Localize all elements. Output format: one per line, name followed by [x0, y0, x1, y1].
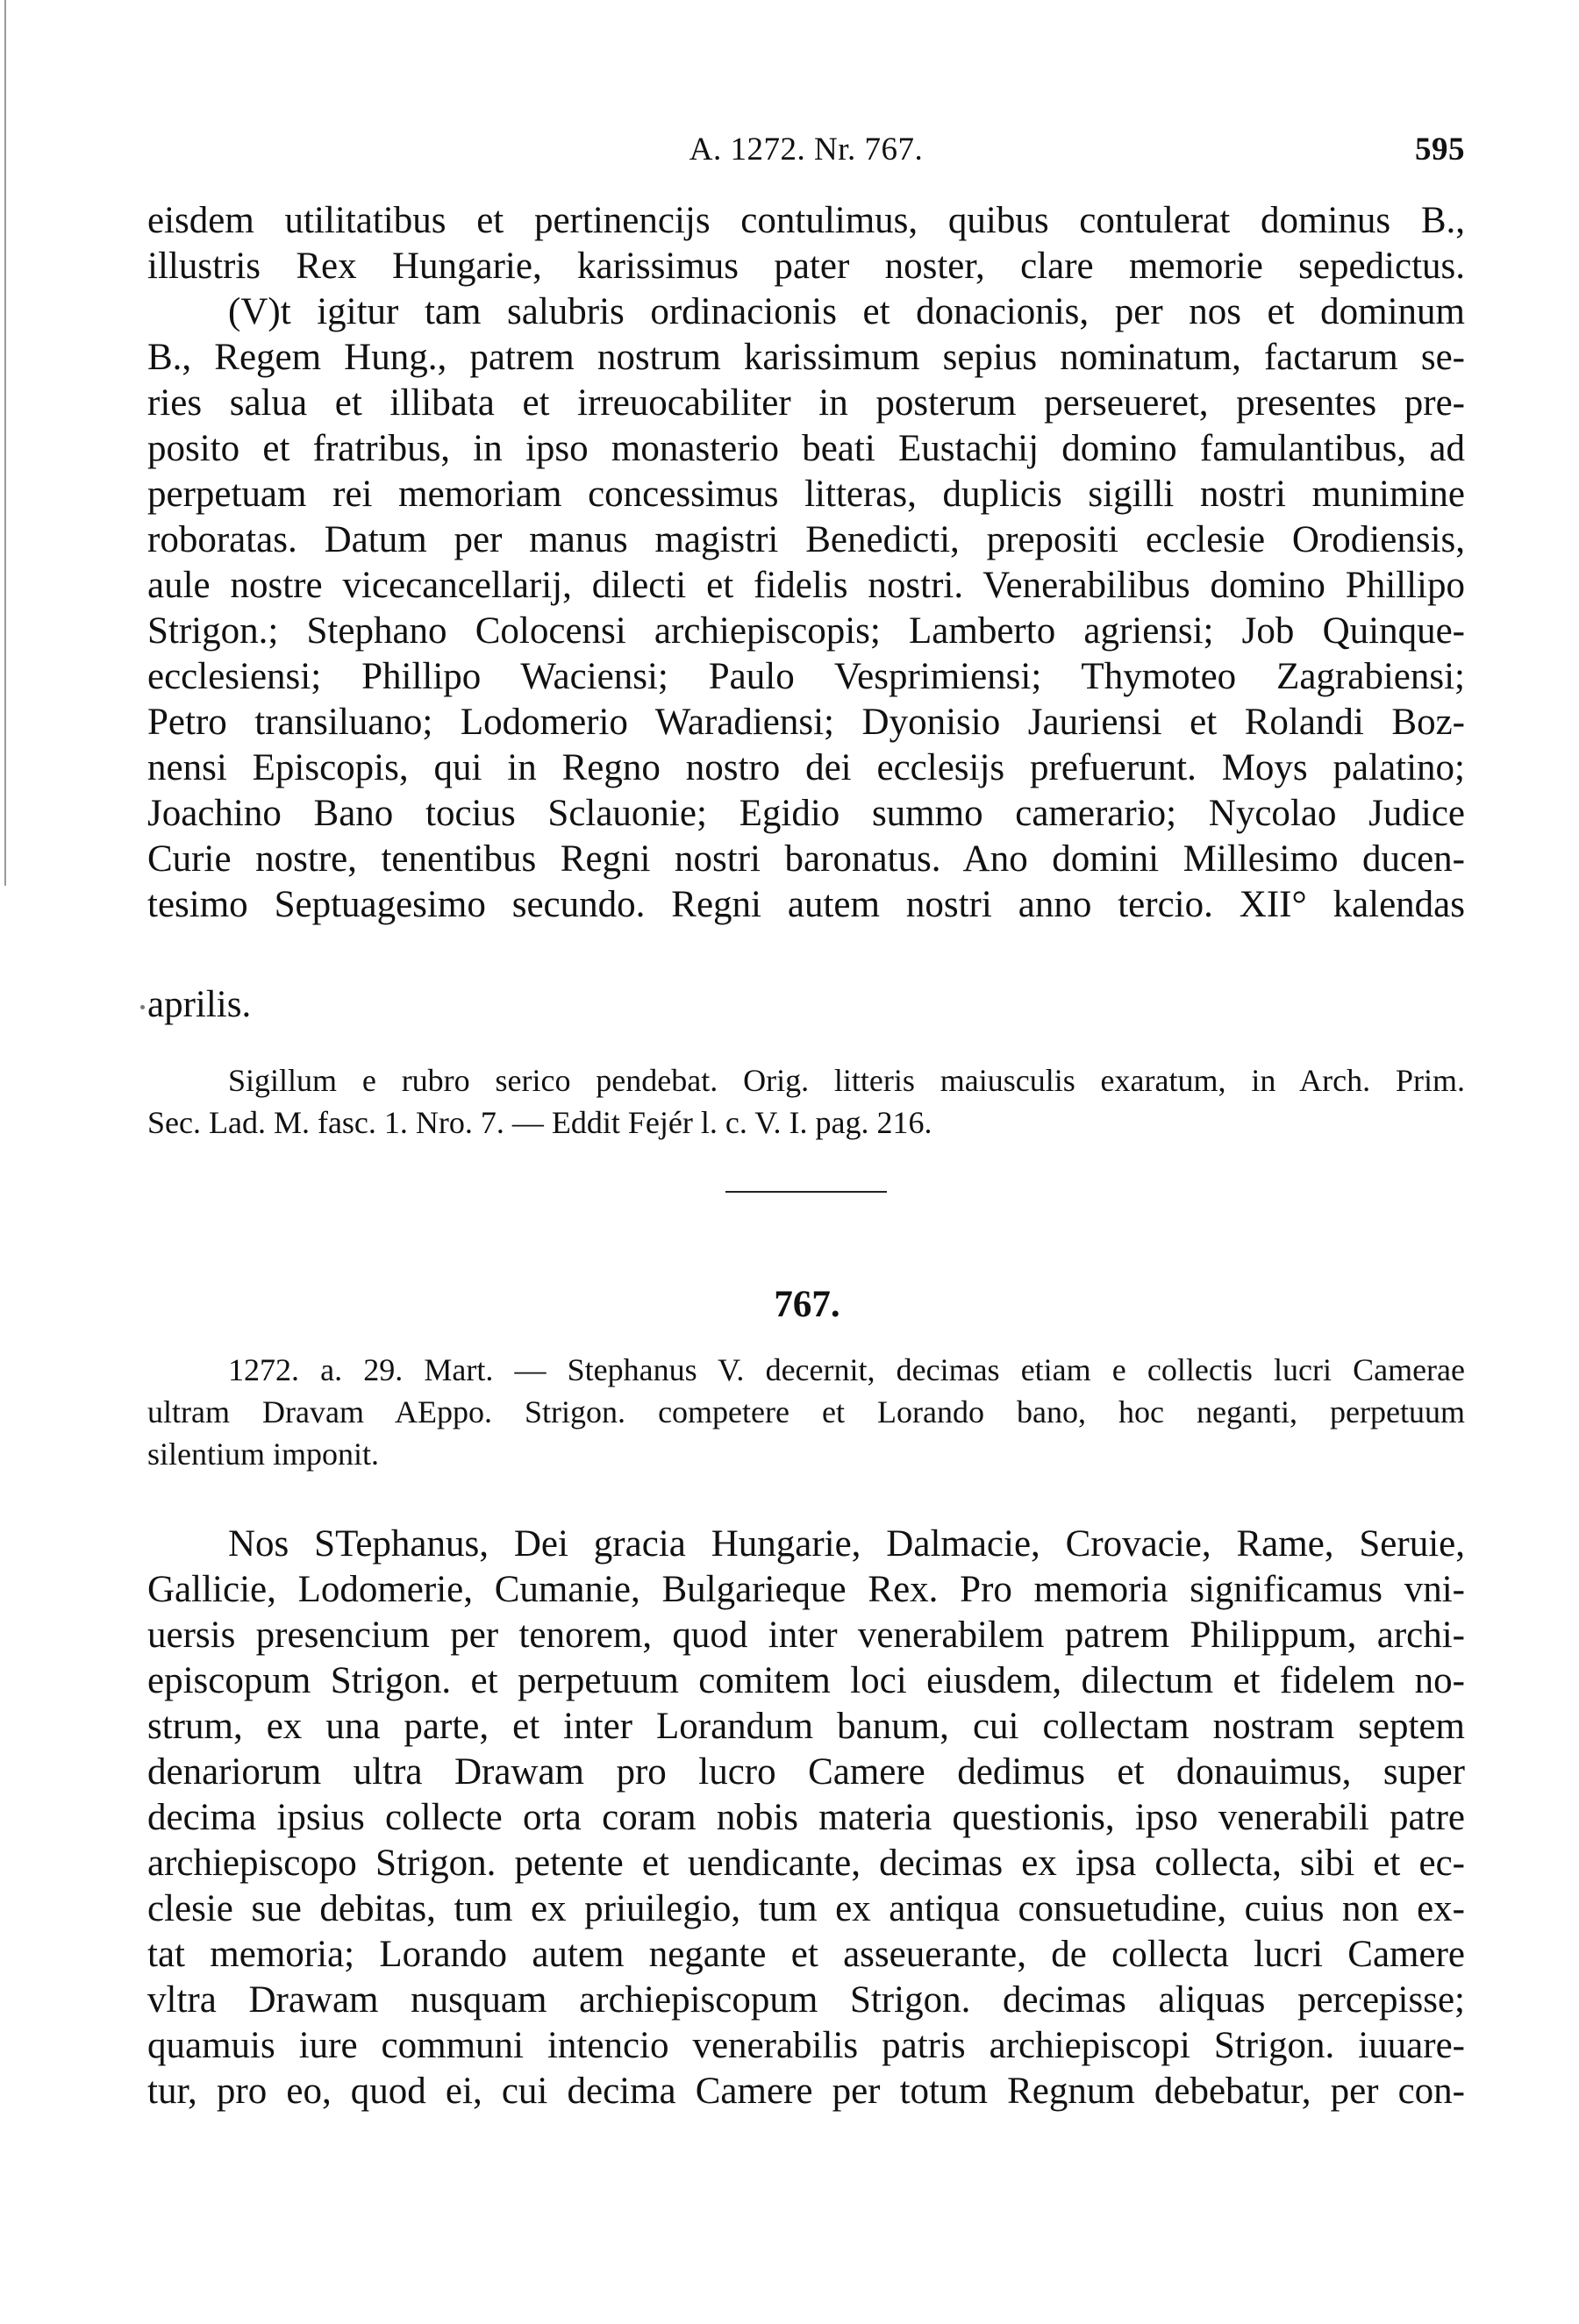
document-number: 767.: [774, 1284, 840, 1325]
summary-line: silentium imponit.: [147, 1436, 380, 1472]
text-line: Petro transiluano; Lodomerio Waradiensi; Dyonisio Jauriensi et Rolandi Boz-: [147, 702, 1465, 743]
text-line: illustris Rex Hungarie, karissimus pater noster, clare memorie sepedictus.: [147, 246, 1465, 287]
body-line: clesie sue debitas, tum ex priuilegio, tum ex antiqua consuetudine, cuius non ex-: [147, 1888, 1465, 1929]
body-line: uersis presencium per tenorem, quod inter venerabilem patrem Philippum, archi-: [147, 1615, 1465, 1656]
text-line: roboratas. Datum per manus magistri Benedicti, prepositi ecclesie Orodiensis,: [147, 519, 1465, 560]
text-line: posito et fratribus, in ipso monasterio beati Eustachij domino famulantibus, ad: [147, 428, 1465, 469]
body-line: tat memoria; Lorando autem negante et asseuerante, de collecta lucri Camere: [147, 1934, 1465, 1975]
page-number: 595: [1415, 132, 1465, 168]
body-line: episcopum Strigon. et perpetuum comitem loci eiusdem, dilectum et fidelem no-: [147, 1660, 1465, 1701]
text-line: ries salua et illibata et irreuocabiliter in posterum perseueret, presentes pre-: [147, 382, 1465, 424]
text-line: Joachino Bano tocius Sclauonie; Egidio summo camerario; Nycolao Judice: [147, 793, 1465, 834]
body-line: quamuis iure communi intencio venerabilis patris archiepiscopi Strigon. iuuare-: [147, 2025, 1465, 2066]
text-line: Curie nostre, tenentibus Regni nostri baronatus. Ano domini Millesimo ducen-: [147, 838, 1465, 880]
summary-line: ultram Dravam AEppo. Strigon. competere et Lorando bano, hoc neganti, perpetuum: [147, 1394, 1465, 1429]
text-line: eisdem utilitatibus et pertinencijs contulimus, quibus contulerat dominus B.,: [147, 200, 1465, 241]
text-line: (V)t igitur tam salubris ordinacionis et donacionis, per nos et dominum: [228, 291, 1465, 332]
running-head: [147, 128, 1465, 172]
body-line: strum, ex una parte, et inter Lorandum banum, cui collectam nostram septem: [147, 1706, 1465, 1747]
margin-mark: [140, 1005, 145, 1009]
text-line: tesimo Septuagesimo secundo. Regni autem nostri anno tercio. XII° kalendas: [147, 884, 1465, 925]
text-line: perpetuam rei memoriam concessimus litteras, duplicis sigilli nostri munimine: [147, 474, 1465, 515]
text-line: B., Regem Hung., patrem nostrum karissimum sepius nominatum, factarum se-: [147, 337, 1465, 378]
text-line: aule nostre vicecancellarij, dilecti et fidelis nostri. Venerabilibus domino Phillipo: [147, 565, 1465, 606]
text-line: aprilis.: [147, 984, 252, 1025]
body-line: decima ipsius collecte orta coram nobis materia questionis, ipso venerabili patre: [147, 1797, 1465, 1838]
body-line: Gallicie, Lodomerie, Cumanie, Bulgarieque Rex. Pro memoria significamus vni-: [147, 1569, 1465, 1610]
body-line: Nos STephanus, Dei gracia Hungarie, Dalmacie, Crovacie, Rame, Seruie,: [228, 1523, 1465, 1565]
text-line: ecclesiensi; Phillipo Waciensi; Paulo Vesprimiensi; Thymoteo Zagrabiensi;: [147, 656, 1465, 697]
body-line: denariorum ultra Drawam pro lucro Camere dedimus et donauimus, super: [147, 1751, 1465, 1793]
body-line: vltra Drawam nusquam archiepiscopum Strigon. decimas aliquas percepisse;: [147, 1979, 1465, 2021]
section-separator: [725, 1191, 887, 1193]
note-line: Sigillum e rubro serico pendebat. Orig. litteris maiusculis exaratum, in Arch. Prim.: [228, 1063, 1465, 1098]
running-title: A. 1272. Nr. 767.: [689, 132, 924, 168]
text-line: nensi Episcopis, qui in Regno nostro dei ecclesijs prefuerunt. Moys palatino;: [147, 747, 1465, 788]
note-line: Sec. Lad. M. fasc. 1. Nro. 7. — Eddit Fejér l. c. V. I. pag. 216.: [147, 1105, 932, 1140]
text-line: Strigon.; Stephano Colocensi archiepiscopis; Lamberto agriensi; Job Quinque-: [147, 610, 1465, 652]
summary-line: 1272. a. 29. Mart. — Stephanus V. decernit, decimas etiam e collectis lucri Camerae: [228, 1352, 1465, 1387]
scan-left-edge-rule: [4, 0, 6, 886]
body-line: tur, pro eo, quod ei, cui decima Camere per totum Regnum debebatur, per con-: [147, 2071, 1465, 2112]
body-line: archiepiscopo Strigon. petente et uendicante, decimas ex ipsa collecta, sibi et ec-: [147, 1843, 1465, 1884]
